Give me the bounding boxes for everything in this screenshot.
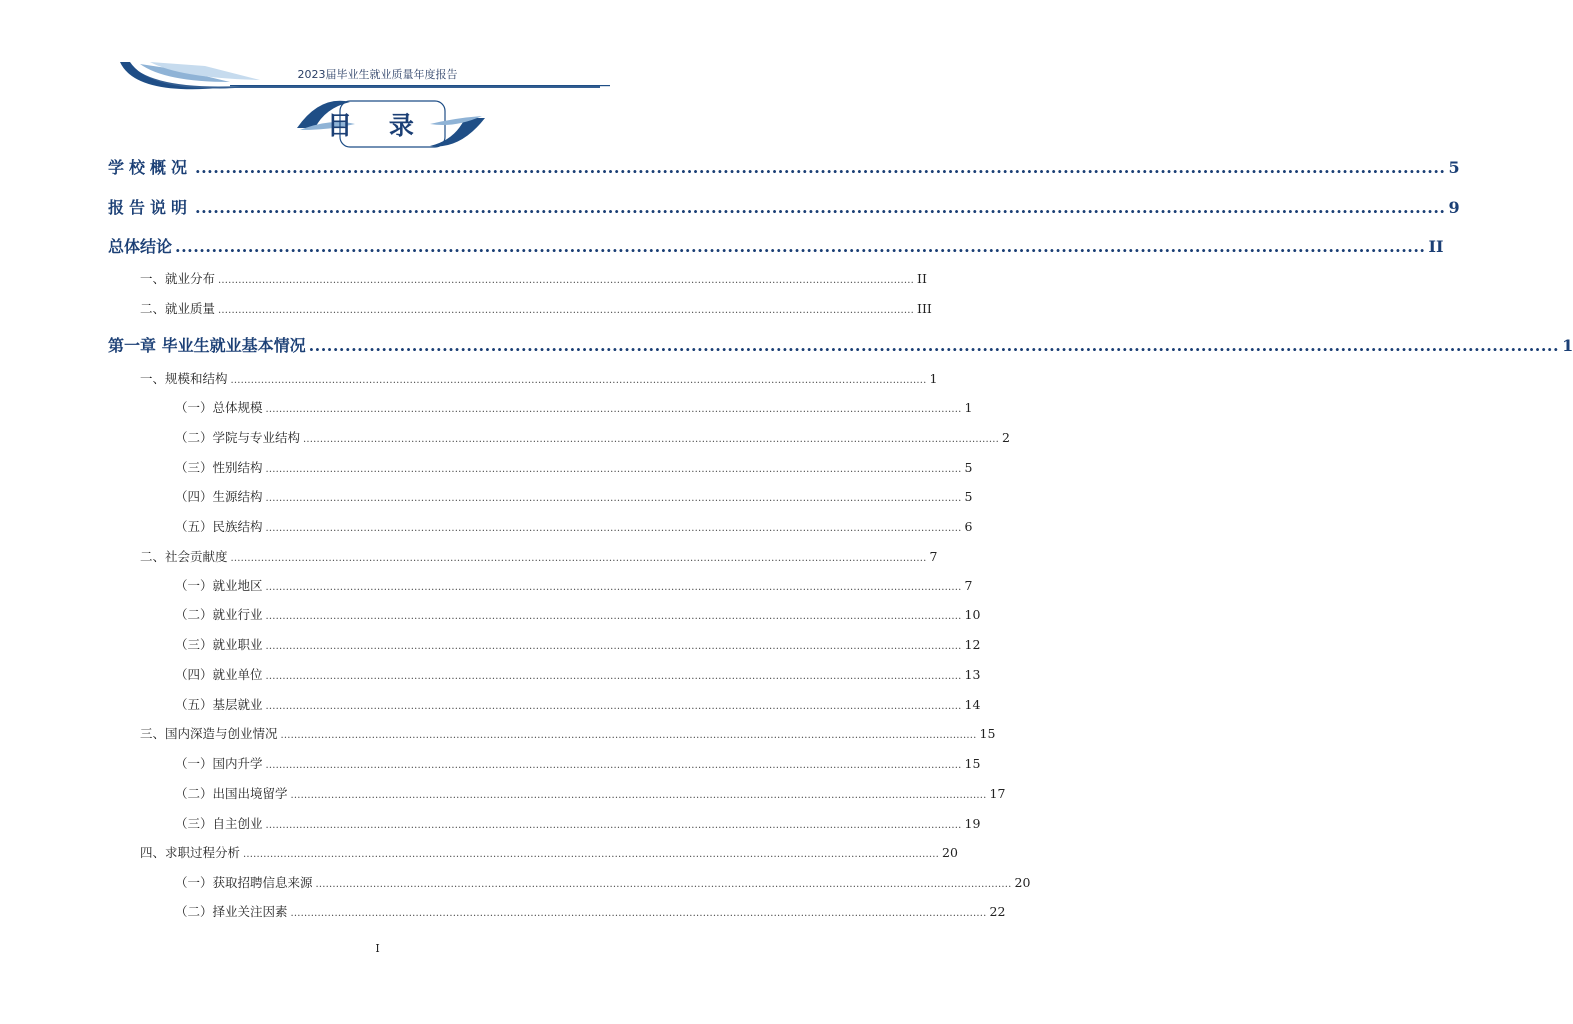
- toc-entry-label: （二）择业关注因素: [175, 904, 288, 919]
- toc-entry-page: 5: [1448, 158, 1460, 177]
- toc-entry[interactable]: [175, 487, 973, 505]
- toc-entry-page: 5: [964, 489, 973, 504]
- toc-entry-label: （二）学院与专业结构: [175, 430, 301, 445]
- toc-entry-label: 学校概况: [108, 158, 193, 177]
- toc-leader: ..............................................................................................................................................................................................................: [308, 336, 1560, 355]
- toc-entry-label: （五）民族结构: [175, 519, 263, 534]
- toc-entry[interactable]: [175, 605, 981, 623]
- toc-title: 目 录: [327, 111, 428, 140]
- toc-leader: ..............................................................................................................................................................................................................: [315, 879, 1012, 890]
- toc-leader: ..............................................................................................................................................................................................................: [265, 582, 962, 593]
- toc-entry[interactable]: [175, 784, 1006, 802]
- toc-entry-label: （五）基层就业: [175, 697, 263, 712]
- toc-entry[interactable]: [175, 754, 981, 772]
- toc-entry-label: （二）就业行业: [175, 607, 263, 622]
- toc-entry-label: （四）就业单位: [175, 667, 263, 682]
- toc-entry-page: 22: [989, 904, 1006, 919]
- toc-leader: ..............................................................................................................................................................................................................: [218, 275, 915, 286]
- toc-leader: ..............................................................................................................................................................................................................: [243, 849, 940, 860]
- toc-entry[interactable]: [175, 428, 1010, 446]
- toc-entry-page: 14: [964, 697, 981, 712]
- toc-entry-page: 7: [964, 578, 973, 593]
- toc-entry-page: 10: [964, 607, 981, 622]
- toc-leader: ..............................................................................................................................................................................................................: [175, 237, 1426, 256]
- toc-leader: ..............................................................................................................................................................................................................: [265, 464, 962, 475]
- toc-entry[interactable]: [175, 695, 981, 713]
- toc-entry-page: 17: [989, 786, 1006, 801]
- toc-entry[interactable]: [175, 517, 973, 535]
- toc-entry-label: （一）总体规模: [175, 400, 263, 415]
- toc-entry-label: 二、社会贡献度: [140, 549, 228, 564]
- toc-leader: ..............................................................................................................................................................................................................: [265, 641, 962, 652]
- toc-entry[interactable]: [140, 843, 958, 861]
- toc-entry[interactable]: [108, 234, 1444, 257]
- toc-leader: ..............................................................................................................................................................................................................: [230, 375, 927, 386]
- toc-entry-page: 20: [942, 845, 958, 860]
- toc-entry[interactable]: [175, 665, 981, 683]
- toc-entry-page: 15: [964, 756, 981, 771]
- toc-entry-page: 7: [929, 549, 938, 564]
- toc-leader: ..............................................................................................................................................................................................................: [218, 305, 915, 316]
- toc-entry-label: 报告说明: [108, 198, 193, 217]
- toc-entry-page: 2: [1002, 430, 1010, 445]
- toc-entry[interactable]: [140, 299, 932, 317]
- toc-entry-page: 5: [964, 460, 973, 475]
- toc-leader: ..............................................................................................................................................................................................................: [290, 908, 987, 919]
- toc-leader: ..............................................................................................................................................................................................................: [195, 198, 1446, 217]
- toc-entry[interactable]: [175, 814, 981, 832]
- toc-leader: ..............................................................................................................................................................................................................: [280, 730, 977, 741]
- toc-leader: ..............................................................................................................................................................................................................: [265, 611, 962, 622]
- toc-leader: ..............................................................................................................................................................................................................: [265, 404, 962, 415]
- toc-entry-page: 1: [1562, 336, 1573, 355]
- toc-entry-page: II: [1428, 237, 1444, 256]
- toc-leader: ..............................................................................................................................................................................................................: [303, 434, 1000, 445]
- toc-entry[interactable]: [108, 195, 1460, 218]
- toc-entry-page: II: [917, 271, 927, 286]
- toc-entry-label: 一、规模和结构: [140, 371, 228, 386]
- toc-leader: ..............................................................................................................................................................................................................: [195, 158, 1446, 177]
- toc-entry[interactable]: [108, 333, 1573, 356]
- toc-leader: ..............................................................................................................................................................................................................: [290, 790, 987, 801]
- toc-entry-label: （三）就业职业: [175, 637, 263, 652]
- toc-entry-label: （三）性别结构: [175, 460, 263, 475]
- toc-entry[interactable]: [140, 269, 927, 287]
- toc-leader: ..............................................................................................................................................................................................................: [230, 553, 927, 564]
- toc-entry-label: （一）国内升学: [175, 756, 263, 771]
- toc-entry-label: 三、国内深造与创业情况: [140, 726, 278, 741]
- toc-leader: ..............................................................................................................................................................................................................: [265, 760, 962, 771]
- toc-entry-page: 1: [929, 371, 938, 386]
- toc-entry-label: 四、求职过程分析: [140, 845, 241, 860]
- toc-entry-label: （一）获取招聘信息来源: [175, 875, 313, 890]
- toc-entry-label: （三）自主创业: [175, 816, 263, 831]
- toc-entry-label: （四）生源结构: [175, 489, 263, 504]
- toc-entry[interactable]: [175, 398, 973, 416]
- toc-entry-page: 1: [964, 400, 973, 415]
- toc-entry-label: 第一章 毕业生就业基本情况: [108, 336, 306, 355]
- toc-entry-label: （一）就业地区: [175, 578, 263, 593]
- toc-leader: ..............................................................................................................................................................................................................: [265, 493, 962, 504]
- toc-leader: ..............................................................................................................................................................................................................: [265, 671, 962, 682]
- toc-entry[interactable]: [108, 155, 1460, 178]
- toc-entry-page: 19: [964, 816, 981, 831]
- toc-entry-label: 二、就业质量: [140, 301, 216, 316]
- toc-leader: ..............................................................................................................................................................................................................: [265, 523, 962, 534]
- toc-entry[interactable]: [140, 369, 938, 387]
- toc-entry-page: 20: [1014, 875, 1031, 890]
- toc-leader: ..............................................................................................................................................................................................................: [265, 820, 962, 831]
- toc-entry[interactable]: [140, 547, 938, 565]
- toc-entry-label: （二）出国出境留学: [175, 786, 288, 801]
- toc-entry[interactable]: [175, 902, 1006, 920]
- toc-entry-page: 6: [964, 519, 973, 534]
- toc-entry-page: 15: [979, 726, 996, 741]
- toc-entry[interactable]: [175, 873, 1031, 891]
- page-number: I: [375, 942, 380, 955]
- toc-leader: ..............................................................................................................................................................................................................: [265, 701, 962, 712]
- toc-entry-page: 9: [1448, 198, 1460, 217]
- toc-entry[interactable]: [140, 724, 996, 742]
- toc-entry[interactable]: [175, 576, 973, 594]
- toc-entry-label: 一、就业分布: [140, 271, 216, 286]
- toc-entry-page: III: [917, 301, 932, 316]
- toc-entry-page: 12: [964, 637, 981, 652]
- toc-entry-page: 13: [964, 667, 981, 682]
- toc-entry-label: 总体结论: [108, 237, 173, 256]
- toc-entry[interactable]: [175, 458, 973, 476]
- toc-entry[interactable]: [175, 635, 981, 653]
- report-header-title: 2023届毕业生就业质量年度报告: [297, 68, 458, 81]
